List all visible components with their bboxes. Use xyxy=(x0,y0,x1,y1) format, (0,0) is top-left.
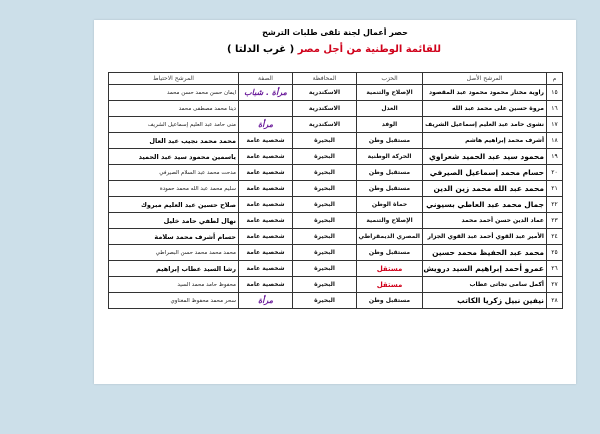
governorate: البحيرة xyxy=(293,213,357,229)
governorate: الاسكندرية xyxy=(293,117,357,133)
candidate-role: مرأة xyxy=(239,293,293,309)
reserve-name: مدحت محمد عبد السلام الصيرفي xyxy=(109,165,239,181)
candidate-name: عماد الدين حسن أحمد محمد xyxy=(423,213,547,229)
candidate-name: عمرو أحمد إبراهيم السيد درويش xyxy=(423,261,547,277)
table-row xyxy=(109,85,563,101)
candidates-table xyxy=(108,72,563,309)
party-name: مستقبل وطن xyxy=(357,133,423,149)
col-party: الحزب xyxy=(357,73,423,85)
sector-name: غرب الدلتا xyxy=(235,44,287,55)
row-num: ١٨ xyxy=(547,133,563,149)
reserve-name: منى حامد عبد العليم إسماعيل الشريف xyxy=(109,117,239,133)
row-num: ١٥ xyxy=(547,85,563,101)
row-num: ٢٢ xyxy=(547,197,563,213)
table-row xyxy=(109,293,563,309)
governorate: البحيرة xyxy=(293,133,357,149)
candidate-name: محمود سيد عبد الحميد شعراوي xyxy=(423,149,547,165)
candidate-name: مروة حسين على محمد عبد الله xyxy=(423,101,547,117)
governorate: البحيرة xyxy=(293,149,357,165)
reserve-name: محمد محمد نجيب عبد العال xyxy=(109,133,239,149)
candidate-name: نشوى حامد عبد العليم إسماعيل الشريف xyxy=(423,117,547,133)
governorate: البحيرة xyxy=(293,293,357,309)
reserve-name: سليم محمد عبد الله محمد حمودة xyxy=(109,181,239,197)
governorate: البحيرة xyxy=(293,229,357,245)
candidate-role: شخصية عامة xyxy=(239,181,293,197)
candidate-role: مرأة xyxy=(239,117,293,133)
col-num: م xyxy=(547,73,563,85)
reserve-name: دينا محمد مصطفى محمد xyxy=(109,101,239,117)
row-num: ٢٦ xyxy=(547,261,563,277)
table-header-row xyxy=(109,73,563,85)
table-row xyxy=(109,197,563,213)
reserve-name: رشا السيد عطاب إبراهيم xyxy=(109,261,239,277)
close-paren: ) xyxy=(226,44,232,55)
candidate-role: شخصية عامة xyxy=(239,245,293,261)
candidate-role: شخصية عامة xyxy=(239,213,293,229)
candidate-role: شخصية عامة xyxy=(239,149,293,165)
table-row xyxy=(109,101,563,117)
document-sheet xyxy=(94,20,576,384)
party-name: مستقل xyxy=(357,261,423,277)
candidate-role: شخصية عامة xyxy=(239,261,293,277)
reserve-name: محفوظ حامد محمد السيد xyxy=(109,277,239,293)
col-gov: المحافظة xyxy=(293,73,357,85)
candidate-name: نيفين نبيل زكريا الكاتب xyxy=(423,293,547,309)
governorate: البحيرة xyxy=(293,165,357,181)
row-num: ٢٤ xyxy=(547,229,563,245)
candidate-name: محمد عبد الحفيظ محمد حسين xyxy=(423,245,547,261)
governorate: البحيرة xyxy=(293,245,357,261)
row-num: ٢٨ xyxy=(547,293,563,309)
row-num: ٢٠ xyxy=(547,165,563,181)
party-name: مستقل xyxy=(357,277,423,293)
candidate-name: راوية مختار محمود محمود عبد المقصود xyxy=(423,85,547,101)
governorate: البحيرة xyxy=(293,261,357,277)
table-row xyxy=(109,133,563,149)
row-num: ٢٧ xyxy=(547,277,563,293)
candidate-name: حسام محمد إسماعيل الصيرفي xyxy=(423,165,547,181)
candidate-role xyxy=(239,101,293,117)
reserve-name: حسام أشرف محمد سلامة xyxy=(109,229,239,245)
candidate-name: الأمير عبد القوي أحمد عبد القوي الجزار xyxy=(423,229,547,245)
candidate-role: شخصية عامة xyxy=(239,133,293,149)
party-name: الوفد xyxy=(357,117,423,133)
document-subtitle xyxy=(134,44,534,55)
reserve-name: محمد محمد محمد حسن البصراطي xyxy=(109,245,239,261)
candidate-name: أشرف محمد إبراهيم هاشم xyxy=(423,133,547,149)
party-name: مستقبل وطن xyxy=(357,293,423,309)
row-num: ١٧ xyxy=(547,117,563,133)
row-num: ٢١ xyxy=(547,181,563,197)
party-name: الحركة الوطنية xyxy=(357,149,423,165)
table-row xyxy=(109,261,563,277)
party-name: الإصلاح والتنمية xyxy=(357,213,423,229)
candidate-role: شخصية عامة xyxy=(239,229,293,245)
party-name: الإصلاح والتنمية xyxy=(357,85,423,101)
row-num: ١٦ xyxy=(547,101,563,117)
table-row xyxy=(109,213,563,229)
list-name: للقائمة الوطنية من أجل مصر xyxy=(297,44,442,55)
table-row xyxy=(109,229,563,245)
governorate: الاسكندرية xyxy=(293,85,357,101)
table-row xyxy=(109,277,563,293)
candidate-role: شخصية عامة xyxy=(239,197,293,213)
party-name: حماة الوطن xyxy=(357,197,423,213)
col-candidate: المرشح الأصل xyxy=(423,73,547,85)
open-paren: ( xyxy=(289,44,295,55)
col-reserve: المرشح الاحتياط xyxy=(109,73,239,85)
table-row xyxy=(109,245,563,261)
candidate-role: شخصية عامة xyxy=(239,277,293,293)
party-name: المصري الديمقراطي xyxy=(357,229,423,245)
party-name: مستقبل وطن xyxy=(357,181,423,197)
reserve-name: صلاح حسين عبد العليم مبروك xyxy=(109,197,239,213)
table-row xyxy=(109,181,563,197)
reserve-name: سحر محمد محفوظ المغناوي xyxy=(109,293,239,309)
reserve-name: نهال لطفي حامد خليل xyxy=(109,213,239,229)
reserve-name: ياسمين محمود سيد عبد الحميد xyxy=(109,149,239,165)
governorate: الاسكندرية xyxy=(293,101,357,117)
candidate-name: أكمل سامى نجاتى عطاب xyxy=(423,277,547,293)
row-num: ١٩ xyxy=(547,149,563,165)
governorate: البحيرة xyxy=(293,197,357,213)
governorate: البحيرة xyxy=(293,277,357,293)
document-title: حصر أعمال لجنة تلقى طلبات الترشح xyxy=(262,28,408,37)
col-role: الصفة xyxy=(239,73,293,85)
table-row xyxy=(109,165,563,181)
table-row xyxy=(109,149,563,165)
party-name: مستقبل وطن xyxy=(357,165,423,181)
table-row xyxy=(109,117,563,133)
party-name: العدل xyxy=(357,101,423,117)
candidate-name: محمد عبد الله محمد زين الدين xyxy=(423,181,547,197)
candidate-role: مرأة . شباب xyxy=(239,85,293,101)
reserve-name: ايمان حسن محمد حسن محمد xyxy=(109,85,239,101)
governorate: البحيرة xyxy=(293,181,357,197)
candidate-role: شخصية عامة xyxy=(239,165,293,181)
candidate-name: جمال محمد عبد العاطي بسيوني xyxy=(423,197,547,213)
row-num: ٢٥ xyxy=(547,245,563,261)
row-num: ٢٣ xyxy=(547,213,563,229)
party-name: مستقبل وطن xyxy=(357,245,423,261)
